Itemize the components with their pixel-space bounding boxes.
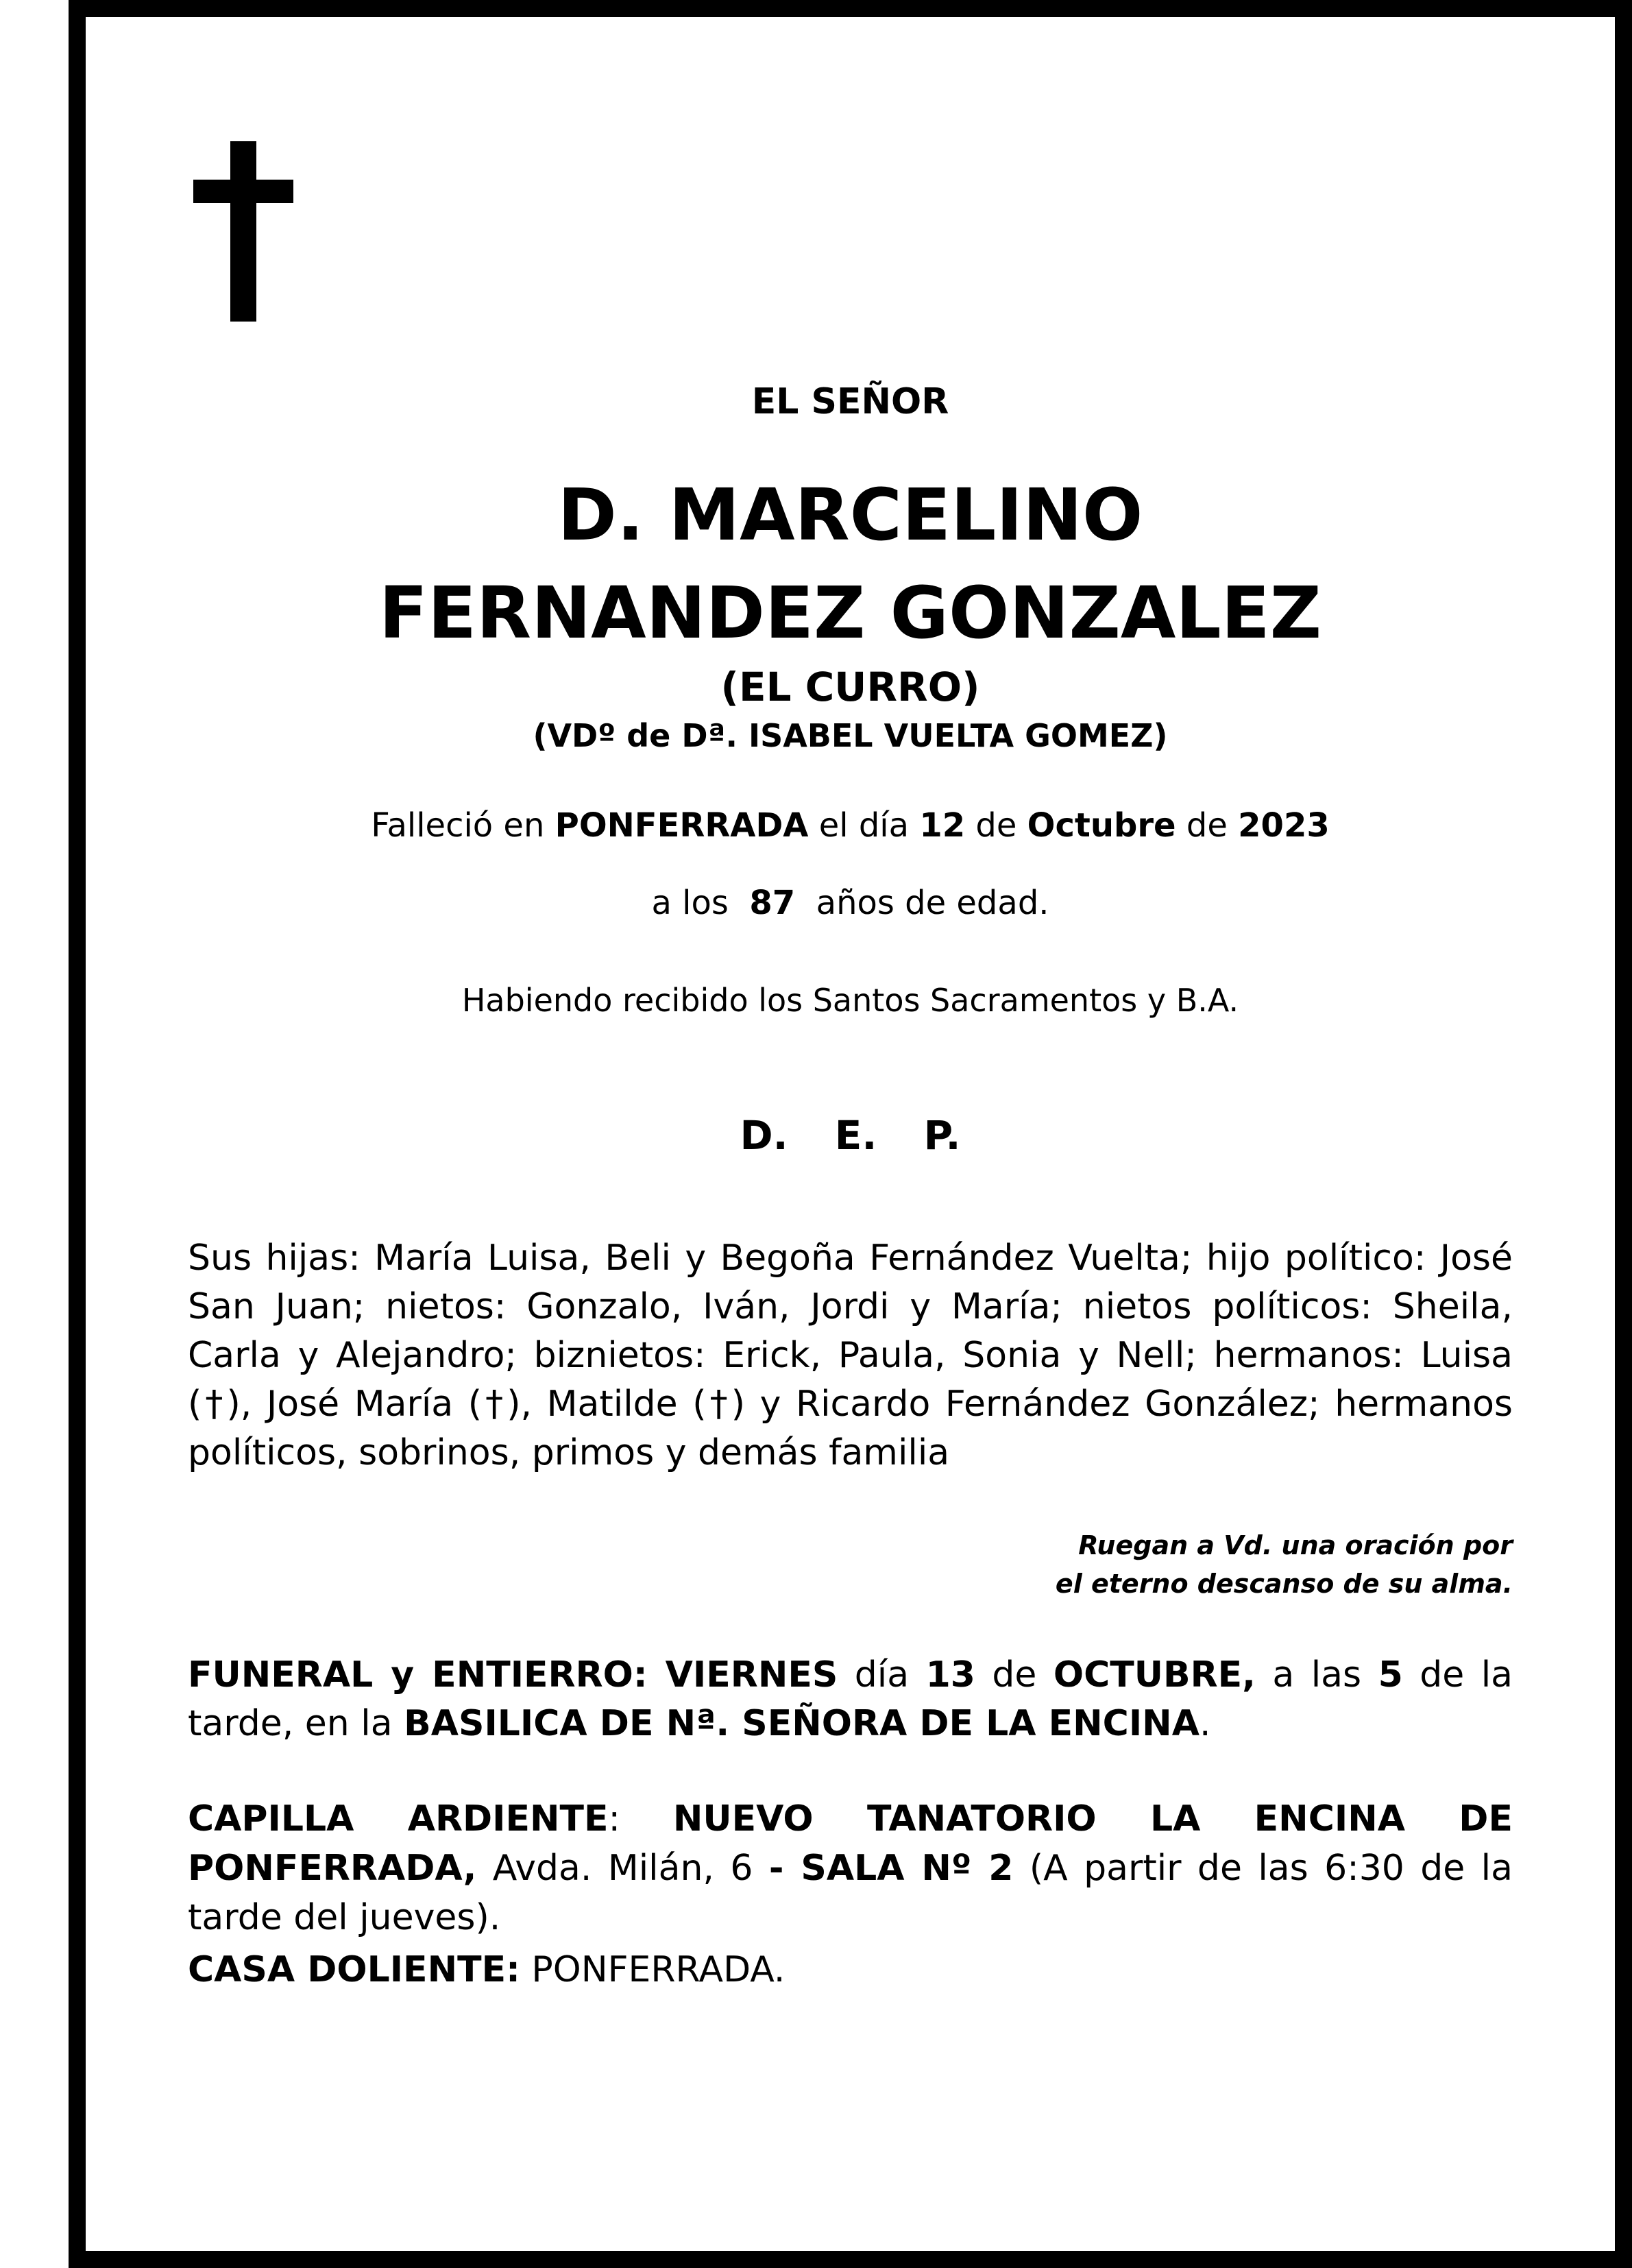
widower-of: (VDº de Dª. ISABEL VUELTA GOMEZ) bbox=[533, 717, 1168, 754]
death-text: de bbox=[975, 806, 1017, 845]
cross-vertical-bar bbox=[230, 141, 256, 322]
name-line-2: FERNANDEZ GONZALEZ bbox=[378, 571, 1322, 655]
rip-abbreviation: D. E. P. bbox=[740, 1112, 961, 1159]
heading-el-senor: EL SEÑOR bbox=[751, 381, 949, 422]
nickname: (EL CURRO) bbox=[720, 664, 980, 710]
chapel-label: CAPILLA ARDIENTE bbox=[188, 1798, 609, 1839]
funeral-text: . bbox=[1199, 1703, 1211, 1744]
death-prefix: Falleció en bbox=[371, 806, 545, 845]
chapel-place: NUEVO TANATORIO LA ENCINA DE PONFERRADA, bbox=[188, 1798, 1513, 1889]
prayer-line-1: Ruegan a Vd. una oración por bbox=[1078, 1530, 1513, 1560]
funeral-text: a las bbox=[1255, 1654, 1378, 1696]
death-month: Octubre bbox=[1027, 806, 1176, 845]
house-label: CASA DOLIENTE: bbox=[188, 1949, 520, 1990]
death-year: 2023 bbox=[1238, 806, 1330, 845]
prayer-line-2: el eterno descanso de su alma. bbox=[1055, 1569, 1513, 1599]
age-suffix: años de edad. bbox=[816, 884, 1049, 922]
chapel-room: - SALA Nº 2 bbox=[768, 1848, 1014, 1889]
age-value: 87 bbox=[749, 884, 796, 922]
house-value: PONFERRADA. bbox=[520, 1949, 785, 1990]
funeral-text: de la tarde, en la bbox=[188, 1654, 1513, 1744]
mourning-house bbox=[188, 1946, 1513, 1994]
funeral-text: día bbox=[838, 1654, 926, 1696]
chapel-hours: (A partir de las 6:30 de la tarde del jueves). bbox=[188, 1848, 1513, 1938]
prayer-request bbox=[188, 1526, 1513, 1603]
funeral-label: FUNERAL y ENTIERRO: VIERNES bbox=[188, 1654, 838, 1696]
family-paragraph: Sus hijas: María Luisa, Beli y Begoña Fernández Vuelta; hijo político: José San Juan; nietos: Gonzalo, Iván, Jordi y María; nietos políticos: Sheila, Carla y Alejandro; biznietos: Erick, Paula, Sonia y Nell; hermanos: Luisa (†), José María (†), Matilde (†) y Ricardo Fernández González; hermanos políticos, sobrinos, primos y demás familia bbox=[188, 1238, 1513, 1473]
chapel-info bbox=[188, 1794, 1513, 1942]
funeral-hour: 5 bbox=[1378, 1654, 1403, 1696]
funeral-day: 13 bbox=[925, 1654, 975, 1696]
name-line-1: D. MARCELINO bbox=[557, 473, 1143, 557]
death-place: PONFERRADA bbox=[555, 806, 809, 845]
chapel-colon: : bbox=[608, 1798, 673, 1839]
death-day: 12 bbox=[919, 806, 966, 845]
chapel-address: Avda. Milán, 6 bbox=[476, 1848, 769, 1889]
age-line bbox=[86, 884, 1615, 922]
deceased-name bbox=[86, 466, 1615, 662]
funeral-place: BASILICA DE Nª. SEÑORA DE LA ENCINA bbox=[404, 1703, 1199, 1744]
funeral-text: de bbox=[975, 1654, 1054, 1696]
sacraments-line: Habiendo recibido los Santos Sacramentos y B.A. bbox=[461, 982, 1239, 1019]
death-text: el día bbox=[818, 806, 910, 845]
funeral-month: OCTUBRE, bbox=[1053, 1654, 1256, 1696]
cross-horizontal-bar bbox=[193, 180, 293, 203]
death-line bbox=[86, 806, 1615, 845]
age-prefix: a los bbox=[651, 884, 729, 922]
funeral-info bbox=[188, 1651, 1513, 1748]
death-text: de bbox=[1186, 806, 1228, 845]
